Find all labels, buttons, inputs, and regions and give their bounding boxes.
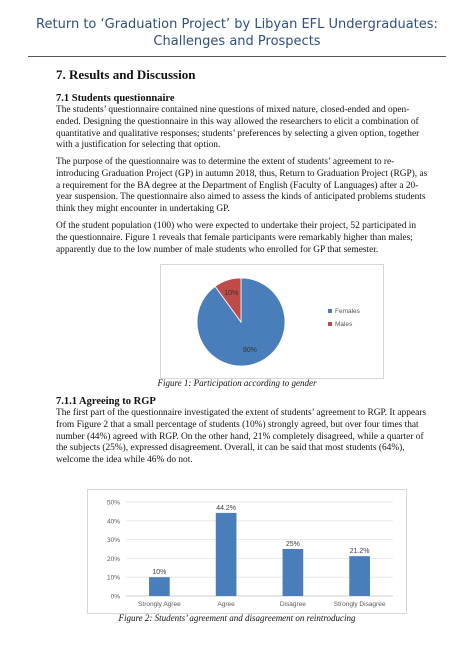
y-tick-label-20pct: 20% xyxy=(106,555,120,563)
header-rule xyxy=(28,56,446,57)
legend-label-females: Females xyxy=(335,308,360,315)
y-tick-label-10pct: 10% xyxy=(106,574,120,582)
x-tick-label-strongly-agree: Strongly Agree xyxy=(138,601,181,608)
bar-disagree xyxy=(283,549,304,596)
legend-label-males: Males xyxy=(335,321,353,328)
paragraph-agreement-results: The first part of the questionnaire investigated the extent of students’ agreement to RGP. It appears from Figure 2 that a small percentage of students (10%) strongly agreed, but over four times that number (44%) agreed with RGP. On the other hand, 21% completely disagreed, while a quarter of the subjects (25%), expressed disagreement. Overall, it can be said that most students (64%), welcome the idea while 46% do not. xyxy=(56,408,427,466)
figure-2-caption: Figure 2: Students’ agreement and disagreement on reintroducing xyxy=(118,613,356,623)
pie-chart-svg xyxy=(161,265,383,378)
bar-strongly-agree xyxy=(149,577,170,596)
pie-value-label-males: 10% xyxy=(224,289,239,297)
y-tick-label-30pct: 30% xyxy=(106,537,120,545)
paragraph-participants: Of the student population (100) who were expected to undertake their project, 52 participated in the questionnaire. Figure 1 reveals that female participants were remarkably higher than males; apparently due to the low number of male students who enrolled for GP that semester. xyxy=(56,221,417,255)
running-header xyxy=(0,16,474,50)
paragraph-questionnaire-design: The students’ questionnaire contained nine questions of mixed nature, closed-ended and open-ended. Designing the questionnaire in this way allowed the researchers to elicit a combination of quantitative and qualitative responses; students’ preferences by selecting a given option, together with a justification for selecting that option. xyxy=(56,105,420,151)
figure-1-caption: Figure 1: Participation according to gender xyxy=(157,378,317,388)
bar-value-label-strongly-agree: 10% xyxy=(152,569,167,577)
bar-value-label-strongly-disagree: 21.2% xyxy=(349,548,370,556)
header-line-2: Challenges and Prospects xyxy=(153,34,321,49)
x-tick-label-agree: Agree xyxy=(217,601,235,608)
pie-value-label-females: 90% xyxy=(242,347,257,355)
x-tick-label-strongly-disagree: Strongly Disagree xyxy=(333,601,386,608)
subsection-title-students-questionnaire: 7.1 Students questionnaire xyxy=(56,93,175,104)
legend-swatch-males xyxy=(328,322,332,326)
paragraph-questionnaire-purpose: The purpose of the questionnaire was to determine the extent of students’ agreement to re-introducing Graduation Project (GP) in autumn 2018, thus, Return to Graduation Project (RGP), as a requirement for the BA degree at the Department of English (Faculty of Languages) after a 20-year suspension. The questionnaire also aimed to assess the kinds of anticipated problems students think they might encounter in undertaking GP. xyxy=(56,157,428,215)
figure-1-pie-chart xyxy=(160,264,384,379)
bar-strongly-disagree xyxy=(349,556,370,596)
subsection-title-agreeing-to-rgp: 7.1.1 Agreeing to RGP xyxy=(56,396,156,407)
legend-swatch-females xyxy=(328,309,332,313)
y-tick-label-50pct: 50% xyxy=(106,499,120,507)
bar-chart-svg xyxy=(88,490,406,613)
bar-value-label-agree: 44.2% xyxy=(216,504,237,512)
y-tick-label-40pct: 40% xyxy=(106,518,120,526)
header-line-1: Return to ‘Graduation Project’ by Libyan EFL Undergraduates: xyxy=(36,17,438,32)
bar-value-label-disagree: 25% xyxy=(285,541,300,548)
section-title: 7. Results and Discussion xyxy=(56,67,196,82)
x-tick-label-disagree: Disagree xyxy=(279,601,306,608)
y-tick-label-0pct: 0% xyxy=(110,593,120,601)
figure-2-bar-chart xyxy=(87,489,407,614)
bar-agree xyxy=(216,513,237,596)
